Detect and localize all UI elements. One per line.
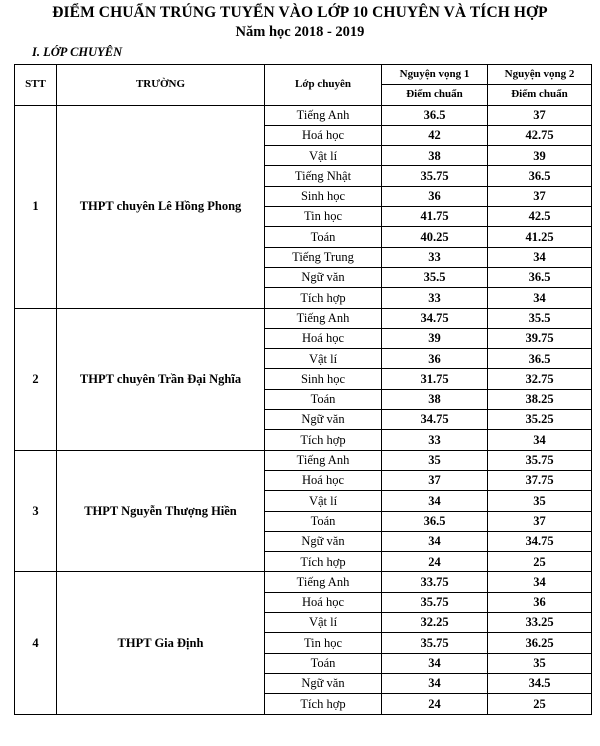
class-subject: Vật lí <box>265 146 382 166</box>
section-heading: I. LỚP CHUYÊN <box>32 45 123 59</box>
score-nv2: 34 <box>488 288 592 308</box>
score-nv1: 34 <box>382 673 488 693</box>
class-subject: Ngữ văn <box>265 267 382 287</box>
score-nv2: 42.75 <box>488 125 592 145</box>
score-nv2: 37.75 <box>488 470 592 490</box>
table-body <box>15 105 592 714</box>
score-nv2: 37 <box>488 105 592 125</box>
score-nv2: 38.25 <box>488 389 592 409</box>
class-subject: Tích hợp <box>265 288 382 308</box>
table-row <box>15 308 592 328</box>
class-subject: Ngữ văn <box>265 673 382 693</box>
school-number: 3 <box>15 450 57 572</box>
class-subject: Hoá học <box>265 328 382 348</box>
score-nv2: 35.25 <box>488 410 592 430</box>
column-header-nv1: Nguyện vọng 1 <box>382 65 488 85</box>
class-subject: Toán <box>265 653 382 673</box>
score-nv2: 35 <box>488 653 592 673</box>
table-header <box>15 65 592 106</box>
school-year: Năm học 2018 - 2019 <box>235 24 365 40</box>
class-subject: Vật lí <box>265 491 382 511</box>
score-nv1: 35.75 <box>382 592 488 612</box>
class-subject: Vật lí <box>265 349 382 369</box>
score-nv1: 36.5 <box>382 511 488 531</box>
admission-scores-table <box>14 64 592 715</box>
class-subject: Tiếng Anh <box>265 105 382 125</box>
score-nv2: 36.25 <box>488 633 592 653</box>
score-nv2: 35.75 <box>488 450 592 470</box>
class-subject: Toán <box>265 511 382 531</box>
class-subject: Ngữ văn <box>265 531 382 551</box>
column-header-class: Lớp chuyên <box>265 65 382 106</box>
score-nv1: 36.5 <box>382 105 488 125</box>
score-nv2: 32.75 <box>488 369 592 389</box>
class-subject: Tích hợp <box>265 694 382 714</box>
table-row <box>15 105 592 125</box>
score-nv1: 24 <box>382 694 488 714</box>
class-subject: Sinh học <box>265 369 382 389</box>
score-nv1: 31.75 <box>382 369 488 389</box>
table-row <box>15 450 592 470</box>
school-name: THPT Gia Định <box>57 572 265 714</box>
score-nv1: 33 <box>382 247 488 267</box>
class-subject: Hoá học <box>265 592 382 612</box>
class-subject: Tiếng Anh <box>265 308 382 328</box>
score-nv2: 37 <box>488 511 592 531</box>
class-subject: Vật lí <box>265 613 382 633</box>
score-nv1: 35 <box>382 450 488 470</box>
score-nv1: 39 <box>382 328 488 348</box>
class-subject: Hoá học <box>265 470 382 490</box>
table-row <box>15 572 592 592</box>
class-subject: Toán <box>265 227 382 247</box>
score-nv2: 34.5 <box>488 673 592 693</box>
score-nv2: 33.25 <box>488 613 592 633</box>
school-number: 4 <box>15 572 57 714</box>
score-nv2: 42.5 <box>488 207 592 227</box>
school-name: THPT chuyên Lê Hồng Phong <box>57 105 265 308</box>
score-nv1: 38 <box>382 146 488 166</box>
score-nv2: 36.5 <box>488 267 592 287</box>
header-row <box>15 65 592 85</box>
score-nv2: 37 <box>488 186 592 206</box>
score-nv2: 25 <box>488 694 592 714</box>
score-nv1: 36 <box>382 186 488 206</box>
column-header-nv1-score: Điểm chuẩn <box>382 85 488 105</box>
class-subject: Tiếng Nhật <box>265 166 382 186</box>
class-subject: Ngữ văn <box>265 410 382 430</box>
score-nv2: 25 <box>488 552 592 572</box>
score-nv2: 36.5 <box>488 166 592 186</box>
score-nv2: 39.75 <box>488 328 592 348</box>
score-nv1: 24 <box>382 552 488 572</box>
score-nv1: 33 <box>382 288 488 308</box>
score-nv1: 34.75 <box>382 308 488 328</box>
score-nv1: 34 <box>382 531 488 551</box>
score-nv2: 35 <box>488 491 592 511</box>
class-subject: Tiếng Anh <box>265 450 382 470</box>
score-nv1: 36 <box>382 349 488 369</box>
score-nv1: 34.75 <box>382 410 488 430</box>
score-nv2: 34 <box>488 247 592 267</box>
class-subject: Tin học <box>265 633 382 653</box>
class-subject: Sinh học <box>265 186 382 206</box>
school-number: 1 <box>15 105 57 308</box>
column-header-nv2-score: Điểm chuẩn <box>488 85 592 105</box>
score-nv2: 34.75 <box>488 531 592 551</box>
class-subject: Tin học <box>265 207 382 227</box>
score-nv1: 35.75 <box>382 633 488 653</box>
score-nv1: 33 <box>382 430 488 450</box>
class-subject: Hoá học <box>265 125 382 145</box>
score-nv1: 35.5 <box>382 267 488 287</box>
score-nv2: 36 <box>488 592 592 612</box>
score-nv2: 35.5 <box>488 308 592 328</box>
class-subject: Tiếng Anh <box>265 572 382 592</box>
column-header-nv2: Nguyện vọng 2 <box>488 65 592 85</box>
score-nv2: 39 <box>488 146 592 166</box>
class-subject: Tiếng Trung <box>265 247 382 267</box>
score-nv2: 34 <box>488 430 592 450</box>
score-nv2: 36.5 <box>488 349 592 369</box>
class-subject: Tích hợp <box>265 430 382 450</box>
score-nv1: 38 <box>382 389 488 409</box>
score-nv2: 34 <box>488 572 592 592</box>
score-nv1: 42 <box>382 125 488 145</box>
score-nv2: 41.25 <box>488 227 592 247</box>
school-name: THPT chuyên Trần Đại Nghĩa <box>57 308 265 450</box>
school-name: THPT Nguyễn Thượng Hiền <box>57 450 265 572</box>
score-nv1: 34 <box>382 653 488 673</box>
score-nv1: 37 <box>382 470 488 490</box>
score-nv1: 35.75 <box>382 166 488 186</box>
class-subject: Tích hợp <box>265 552 382 572</box>
score-nv1: 40.25 <box>382 227 488 247</box>
column-header-school: TRƯỜNG <box>57 65 265 106</box>
score-nv1: 33.75 <box>382 572 488 592</box>
score-nv1: 34 <box>382 491 488 511</box>
score-nv1: 32.25 <box>382 613 488 633</box>
score-nv1: 41.75 <box>382 207 488 227</box>
class-subject: Toán <box>265 389 382 409</box>
school-number: 2 <box>15 308 57 450</box>
document-title: ĐIỂM CHUẨN TRÚNG TUYỂN VÀO LỚP 10 CHUYÊN VÀ TÍCH HỢP <box>52 4 548 21</box>
column-header-stt: STT <box>15 65 57 106</box>
